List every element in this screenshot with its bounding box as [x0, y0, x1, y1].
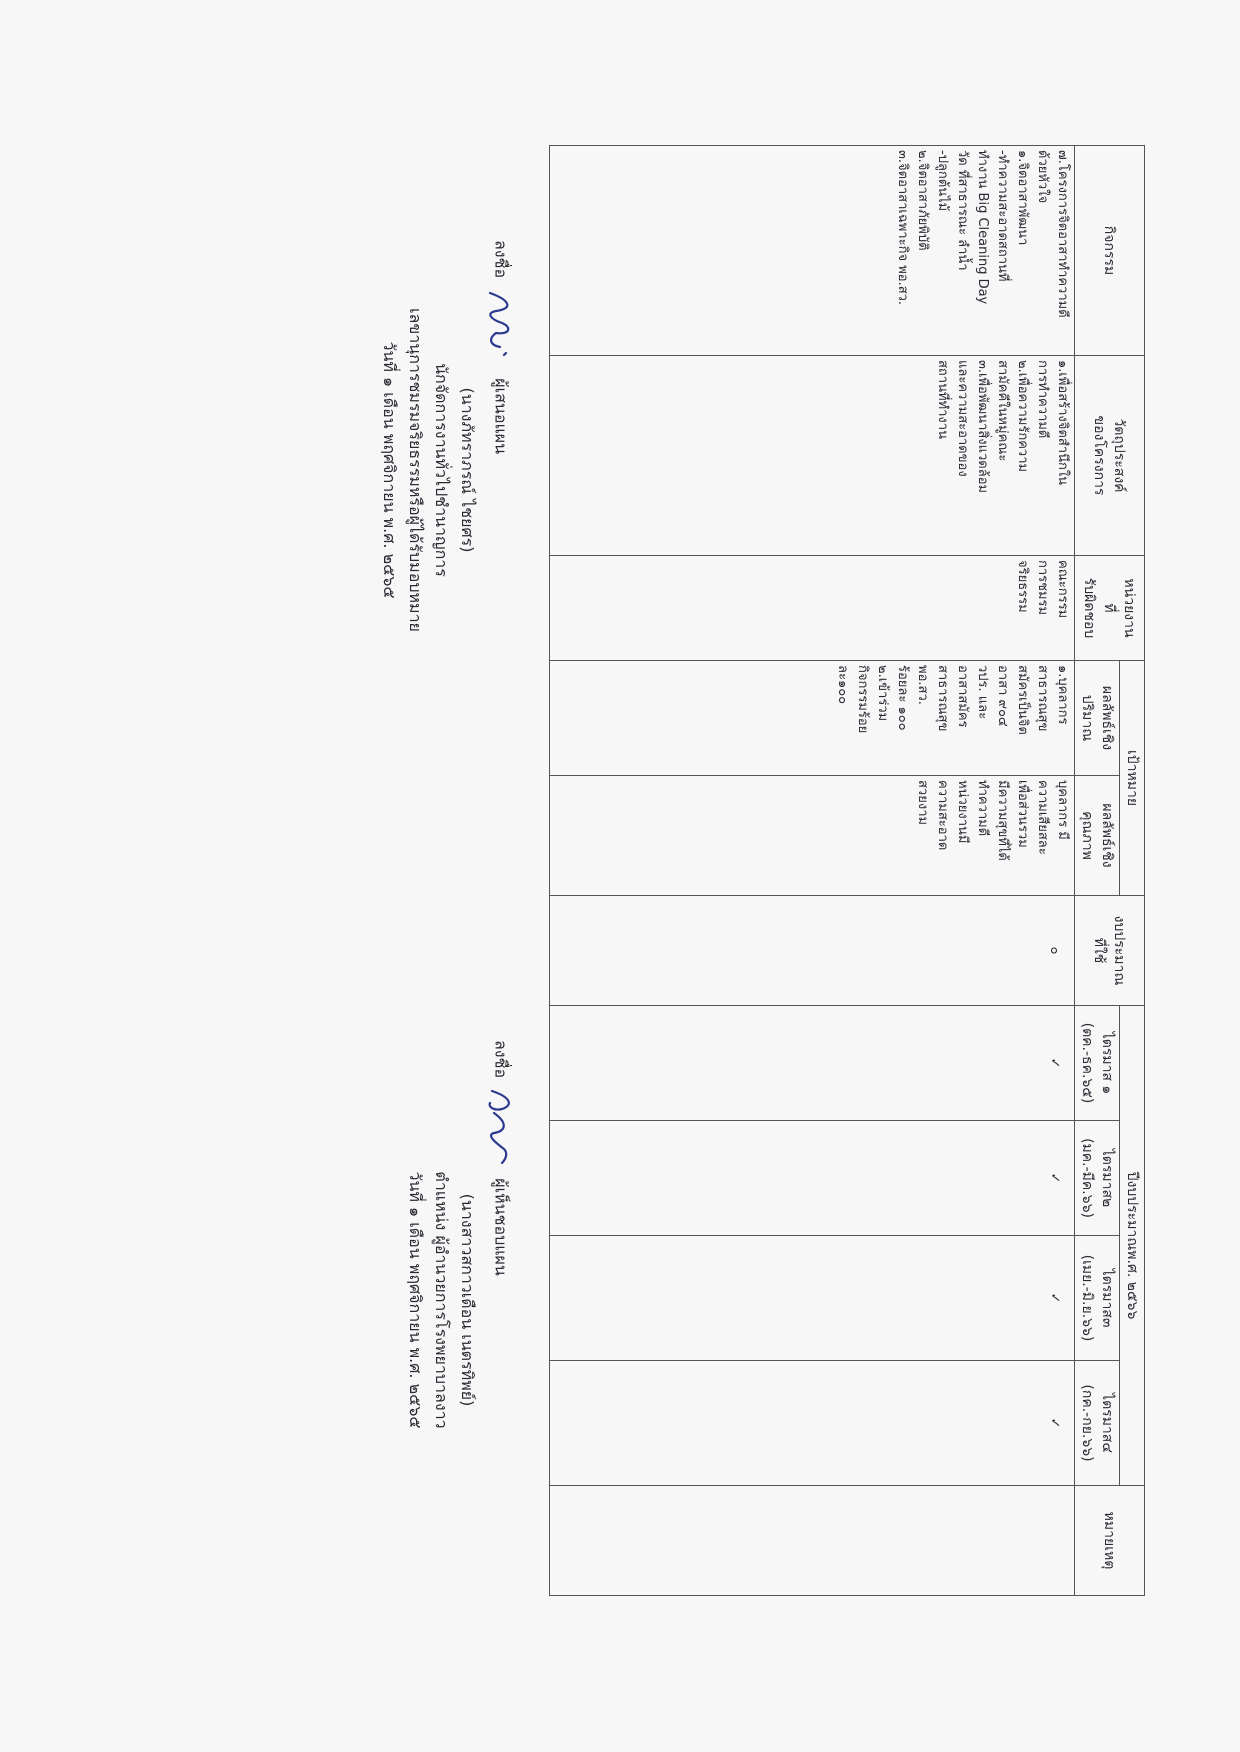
cell-quarter-2 — [550, 1121, 1075, 1236]
cell-agency: คณะกรรม การชมรม จริยธรรม — [550, 556, 1075, 661]
approver-date: วันที่ ๑ เดือน พฤศจิกายน พ.ศ. ๒๕๖๕ — [406, 1171, 425, 1429]
cell-target-quantity: ๑.บุคลากร สาธารณสุข สมัครเป็นจิต อาสา ๙๐๔ วปร. และ อาสาสมัคร สาธารณสุข พอ.สว. ร้อยละ ๑๐๐ ๒.เข้าร่วม กิจกรรมร้อย ละ๑๐๐ — [550, 661, 1075, 776]
table-row — [550, 146, 1075, 1596]
approver-signature-block — [402, 1040, 520, 1560]
header-quarter-1: ไตรมาส ๑ (ตค.-ธค.๖๕) — [1075, 1006, 1120, 1121]
header-activity: กิจกรรม — [1075, 146, 1145, 356]
budget-value: ๐ — [1047, 946, 1062, 955]
header-target-quality: ผลลัพธ์เชิง คุณภาพ — [1075, 776, 1120, 896]
header-target: เป้าหมาย — [1120, 661, 1145, 896]
quarter-1-check-icon: ✓ — [1047, 1057, 1062, 1069]
activity-plan-table — [549, 145, 1145, 1596]
proposer-position-2: เลขานุการชมรมจริยธรรมหรือผู้ได้รับมอบหมาย — [406, 308, 425, 632]
header-quarter-2: ไตรมาส๒ (มค.-มีค.๖๖) — [1075, 1121, 1120, 1236]
header-remarks: หมายเหตุ — [1075, 1486, 1145, 1596]
header-quarter-3: ไตรมาส๓ (เมย.-มิ.ย.๖๖) — [1075, 1236, 1120, 1361]
proposer-sign-line — [480, 240, 520, 700]
proposer-date: วันที่ ๑ เดือน พฤศจิกายน พ.ศ. ๒๕๖๕ — [380, 341, 399, 599]
proposer-sign-label: ลงชื่อ — [491, 240, 511, 279]
approver-position: ตำแหน่ง ผู้อำนวยการโรงพยาบาลงาว — [432, 1171, 451, 1429]
proposer-signature-block — [376, 240, 520, 700]
cell-objective: ๑.เพื่อสร้างจิตสำนึกใน การทำความดี ๒.เพื่อความรักความ สามัคคีในหมู่คณะ ๓.เพื่อพัฒนาสิ่งแวดล้อม และความสะอาดของ สถานที่ทำงาน — [550, 356, 1075, 556]
header-objective: วัตถุประสงค์ ของโครงการ — [1075, 356, 1145, 556]
cell-activity: ๗.โครงการจิตอาสาทำความดี ด้วยหัวใจ ๑.จิตอาสาพัฒนา -ทำความสะอาดสถานที่ ทำงาน Big Cleaning Day วัด ที่สาธารณะ ลำน้ำ -ปลูกต้นไม้ ๒.จิตอาสาภัยพิบัติ ๓.จิตอาสาเฉพาะกิจ พอ.สว. — [550, 146, 1075, 356]
approver-sign-label: ลงชื่อ — [491, 1040, 511, 1079]
header-fiscal-year: ปีงบประมาณพ.ศ. ๒๕๖๖ — [1120, 1006, 1145, 1486]
approver-role-label: ผู้เห็นชอบแผน — [491, 1178, 511, 1276]
proposer-position: นักจัดการงานทั่วไปชำนาญการ — [432, 363, 451, 577]
quarter-4-check-icon: ✓ — [1047, 1417, 1062, 1429]
cell-quarter-1 — [550, 1006, 1075, 1121]
header-agency: หน่วยงาน ที่ รับผิดชอบ — [1075, 556, 1145, 661]
approver-signature-icon — [480, 1083, 520, 1173]
quarter-3-check-icon: ✓ — [1047, 1292, 1062, 1304]
quarter-2-check-icon: ✓ — [1047, 1172, 1062, 1184]
cell-remarks — [550, 1486, 1075, 1596]
cell-quarter-4 — [550, 1361, 1075, 1486]
cell-target-quality: บุคลากร มี ความเสียสละ เพื่อส่วนรวม มีความสุขที่ได้ ทำความดี หน่วยงานมี ความสะอาด สวยงาม — [550, 776, 1075, 896]
header-quarter-4: ไตรมาส๔ (กค.-กย.๖๖) — [1075, 1361, 1120, 1486]
approver-name: (นางสาวสกาวเดือน เนตรทิพย์) — [458, 1193, 477, 1407]
proposer-signature-icon — [480, 283, 520, 373]
cell-budget — [550, 896, 1075, 1006]
approver-sign-line — [480, 1040, 520, 1560]
header-budget: งบประมาณ ที่ใช้ — [1075, 896, 1145, 1006]
cell-quarter-3 — [550, 1236, 1075, 1361]
proposer-role-label: ผู้เสนอแผน — [491, 378, 511, 455]
proposer-name: (นางภัทราภรณ์ ไชยศร) — [458, 387, 477, 553]
header-target-quantity: ผลลัพธ์เชิง ปริมาณ — [1075, 661, 1120, 776]
